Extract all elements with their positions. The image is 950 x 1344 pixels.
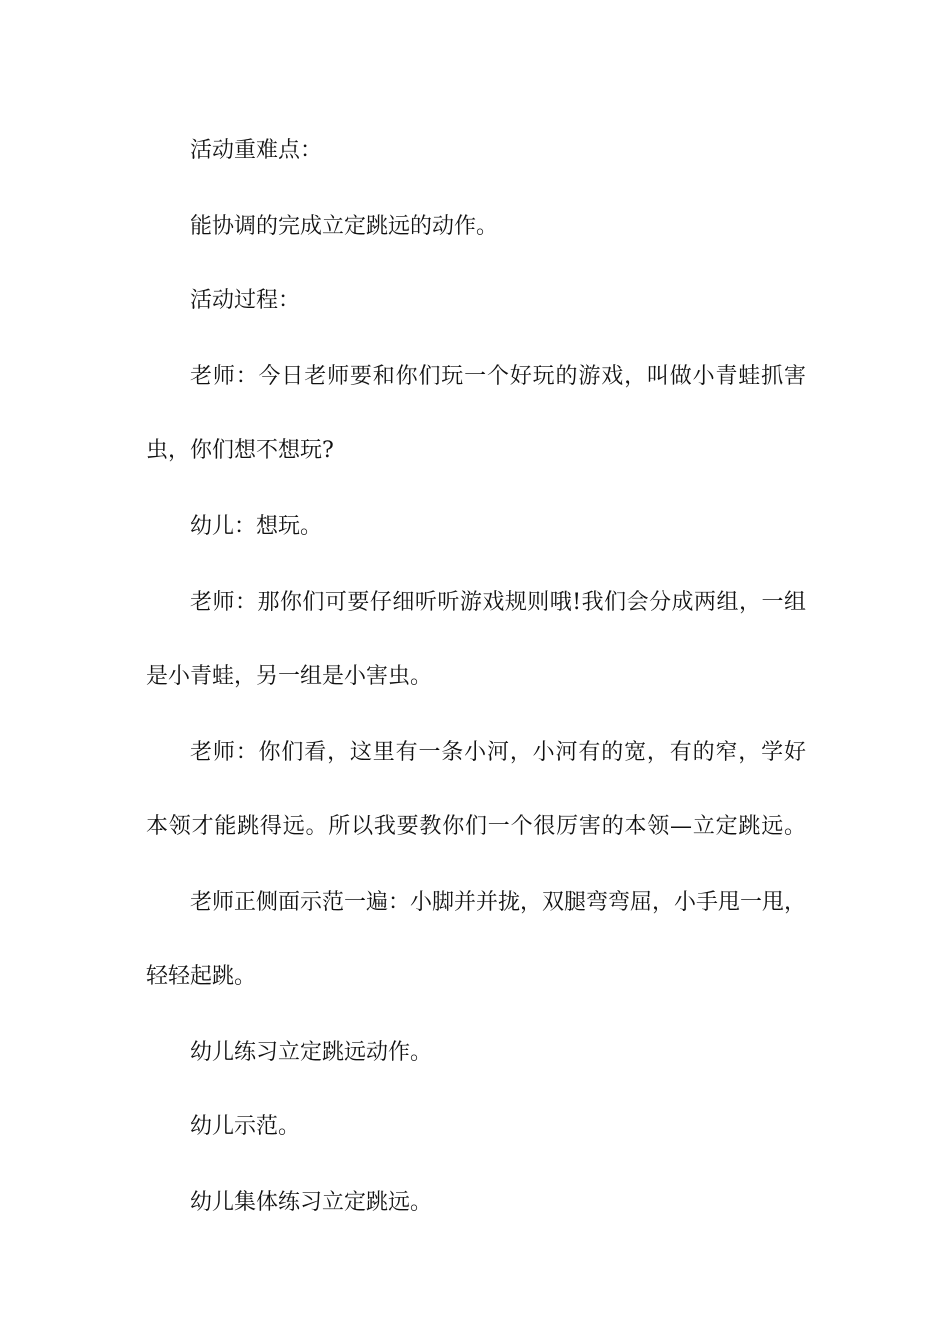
paragraph-line: 幼儿：想玩。 — [190, 514, 323, 539]
paragraph-line: 老师：今日老师要和你们玩一个好玩的游戏，叫做小青蛙抓害 — [190, 364, 806, 389]
paragraph-line: 老师正侧面示范一遍：小脚并并拢，双腿弯弯屈，小手甩一甩， — [190, 890, 807, 915]
paragraph-line: 虫，你们想不想玩? — [146, 438, 334, 463]
paragraph-line: 老师：你们看，这里有一条小河，小河有的宽，有的窄，学好 — [190, 740, 806, 765]
paragraph-line: 能协调的完成立定跳远的动作。 — [190, 214, 499, 239]
section-heading-process: 活动过程： — [190, 288, 301, 313]
paragraph-line: 轻轻起跳。 — [146, 964, 257, 989]
paragraph-line: 老师：那你们可要仔细听听游戏规则哦!我们会分成两组，一组 — [190, 590, 806, 615]
paragraph-line: 本领才能跳得远。所以我要教你们一个很厉害的本领—立定跳远。 — [146, 814, 806, 839]
paragraph-line: 幼儿集体练习立定跳远。 — [190, 1190, 433, 1215]
paragraph-line: 幼儿示范。 — [190, 1114, 301, 1139]
paragraph-line: 幼儿练习立定跳远动作。 — [190, 1040, 433, 1065]
section-heading-key-points: 活动重难点： — [190, 138, 323, 163]
paragraph-line: 是小青蛙，另一组是小害虫。 — [146, 664, 433, 689]
